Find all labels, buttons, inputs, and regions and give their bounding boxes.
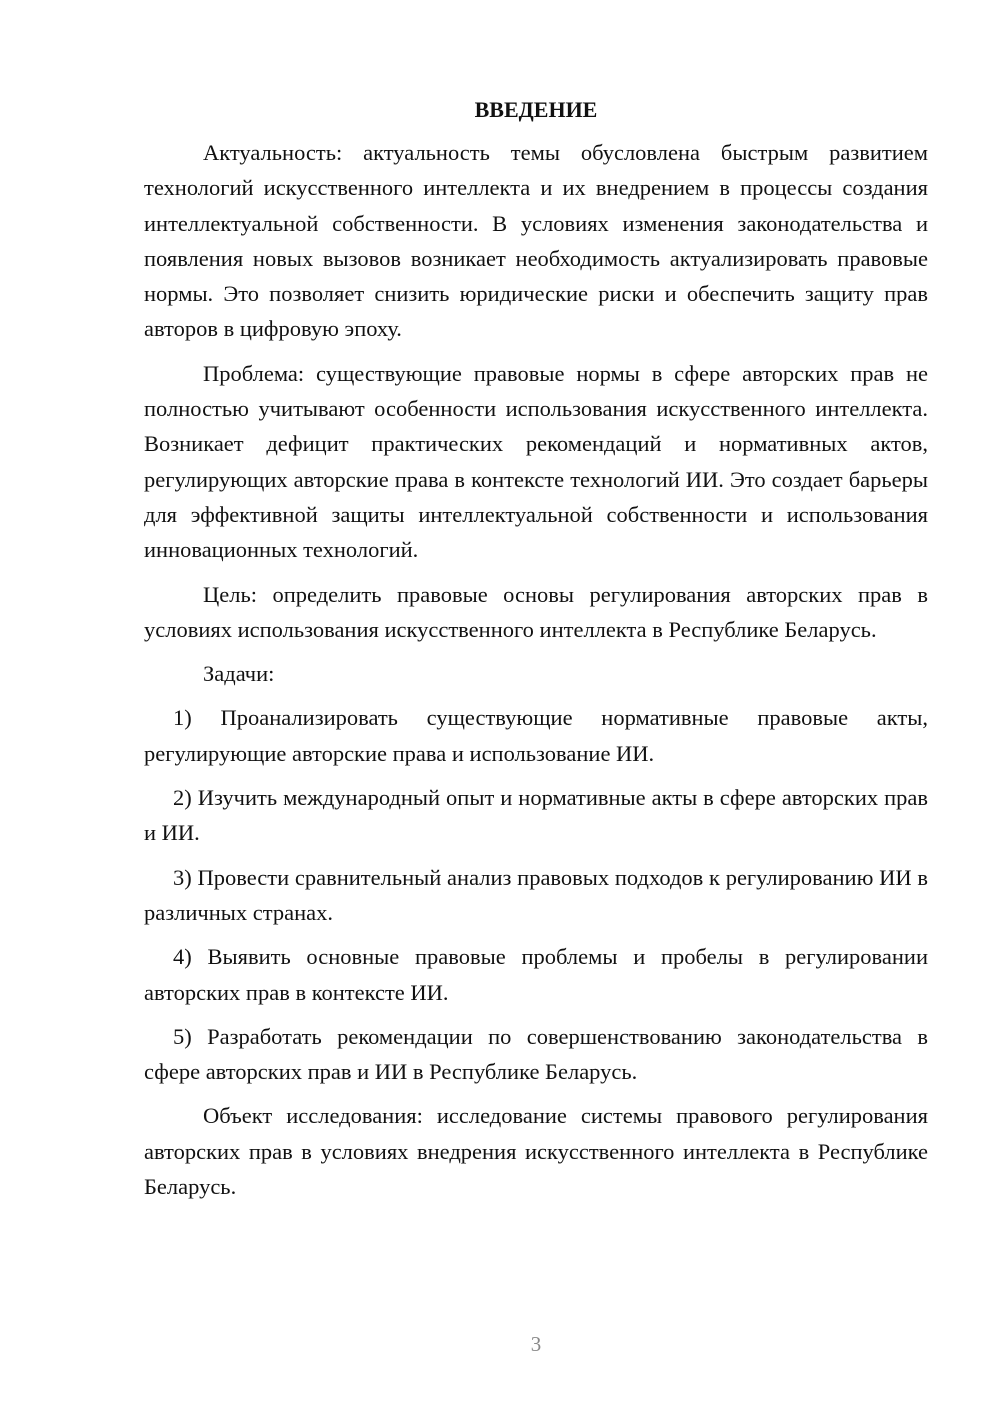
task-item-2: 2) Изучить международный опыт и нормативные акты в сфере авторских прав и ИИ.: [144, 785, 928, 846]
tasks-label: Задачи:: [203, 661, 275, 687]
goal-paragraph: Цель: определить правовые основы регулирования авторских прав в условиях использования искусственного интеллекта в Республике Беларусь.: [144, 581, 928, 642]
page-content: [144, 91, 928, 1213]
page-number: 3: [530, 1332, 542, 1356]
relevance-paragraph: Актуальность: актуальность темы обусловлена быстрым развитием технологий искусственного интеллекта и их внедрением в процессы создания интеллектуальной собственности. В условиях изменения законодательства и появления новых вызовов возникает необходимость актуализировать правовые нормы. Это позволяет снизить юридические риски и обеспечить защиту прав авторов в цифровую эпоху.: [144, 140, 928, 342]
problem-paragraph: Проблема: существующие правовые нормы в сфере авторских прав не полностью учитывают особенности использования искусственного интеллекта. Возникает дефицит практических рекомендаций и нормативных актов, регулирующих авторские права в контексте технологий ИИ. Это создает барьеры для эффективной защиты интеллектуальной собственности и использования инновационных технологий.: [144, 360, 928, 563]
task-item-3: 3) Провести сравнительный анализ правовых подходов к регулированию ИИ в различных странах.: [144, 864, 928, 925]
section-heading: ВВЕДЕНИЕ: [474, 97, 598, 122]
task-item-5: 5) Разработать рекомендации по совершенствованию законодательства в сфере авторских прав и ИИ в Республике Беларусь.: [144, 1023, 928, 1085]
task-item-1: 1) Проанализировать существующие нормативные правовые акты, регулирующие авторские права и использование ИИ.: [144, 705, 928, 766]
object-paragraph: Объект исследования: исследование системы правового регулирования авторских прав в условиях внедрения искусственного интеллекта в Республике Беларусь.: [144, 1103, 928, 1200]
task-item-4: 4) Выявить основные правовые проблемы и пробелы в регулировании авторских прав в контексте ИИ.: [144, 944, 928, 1005]
